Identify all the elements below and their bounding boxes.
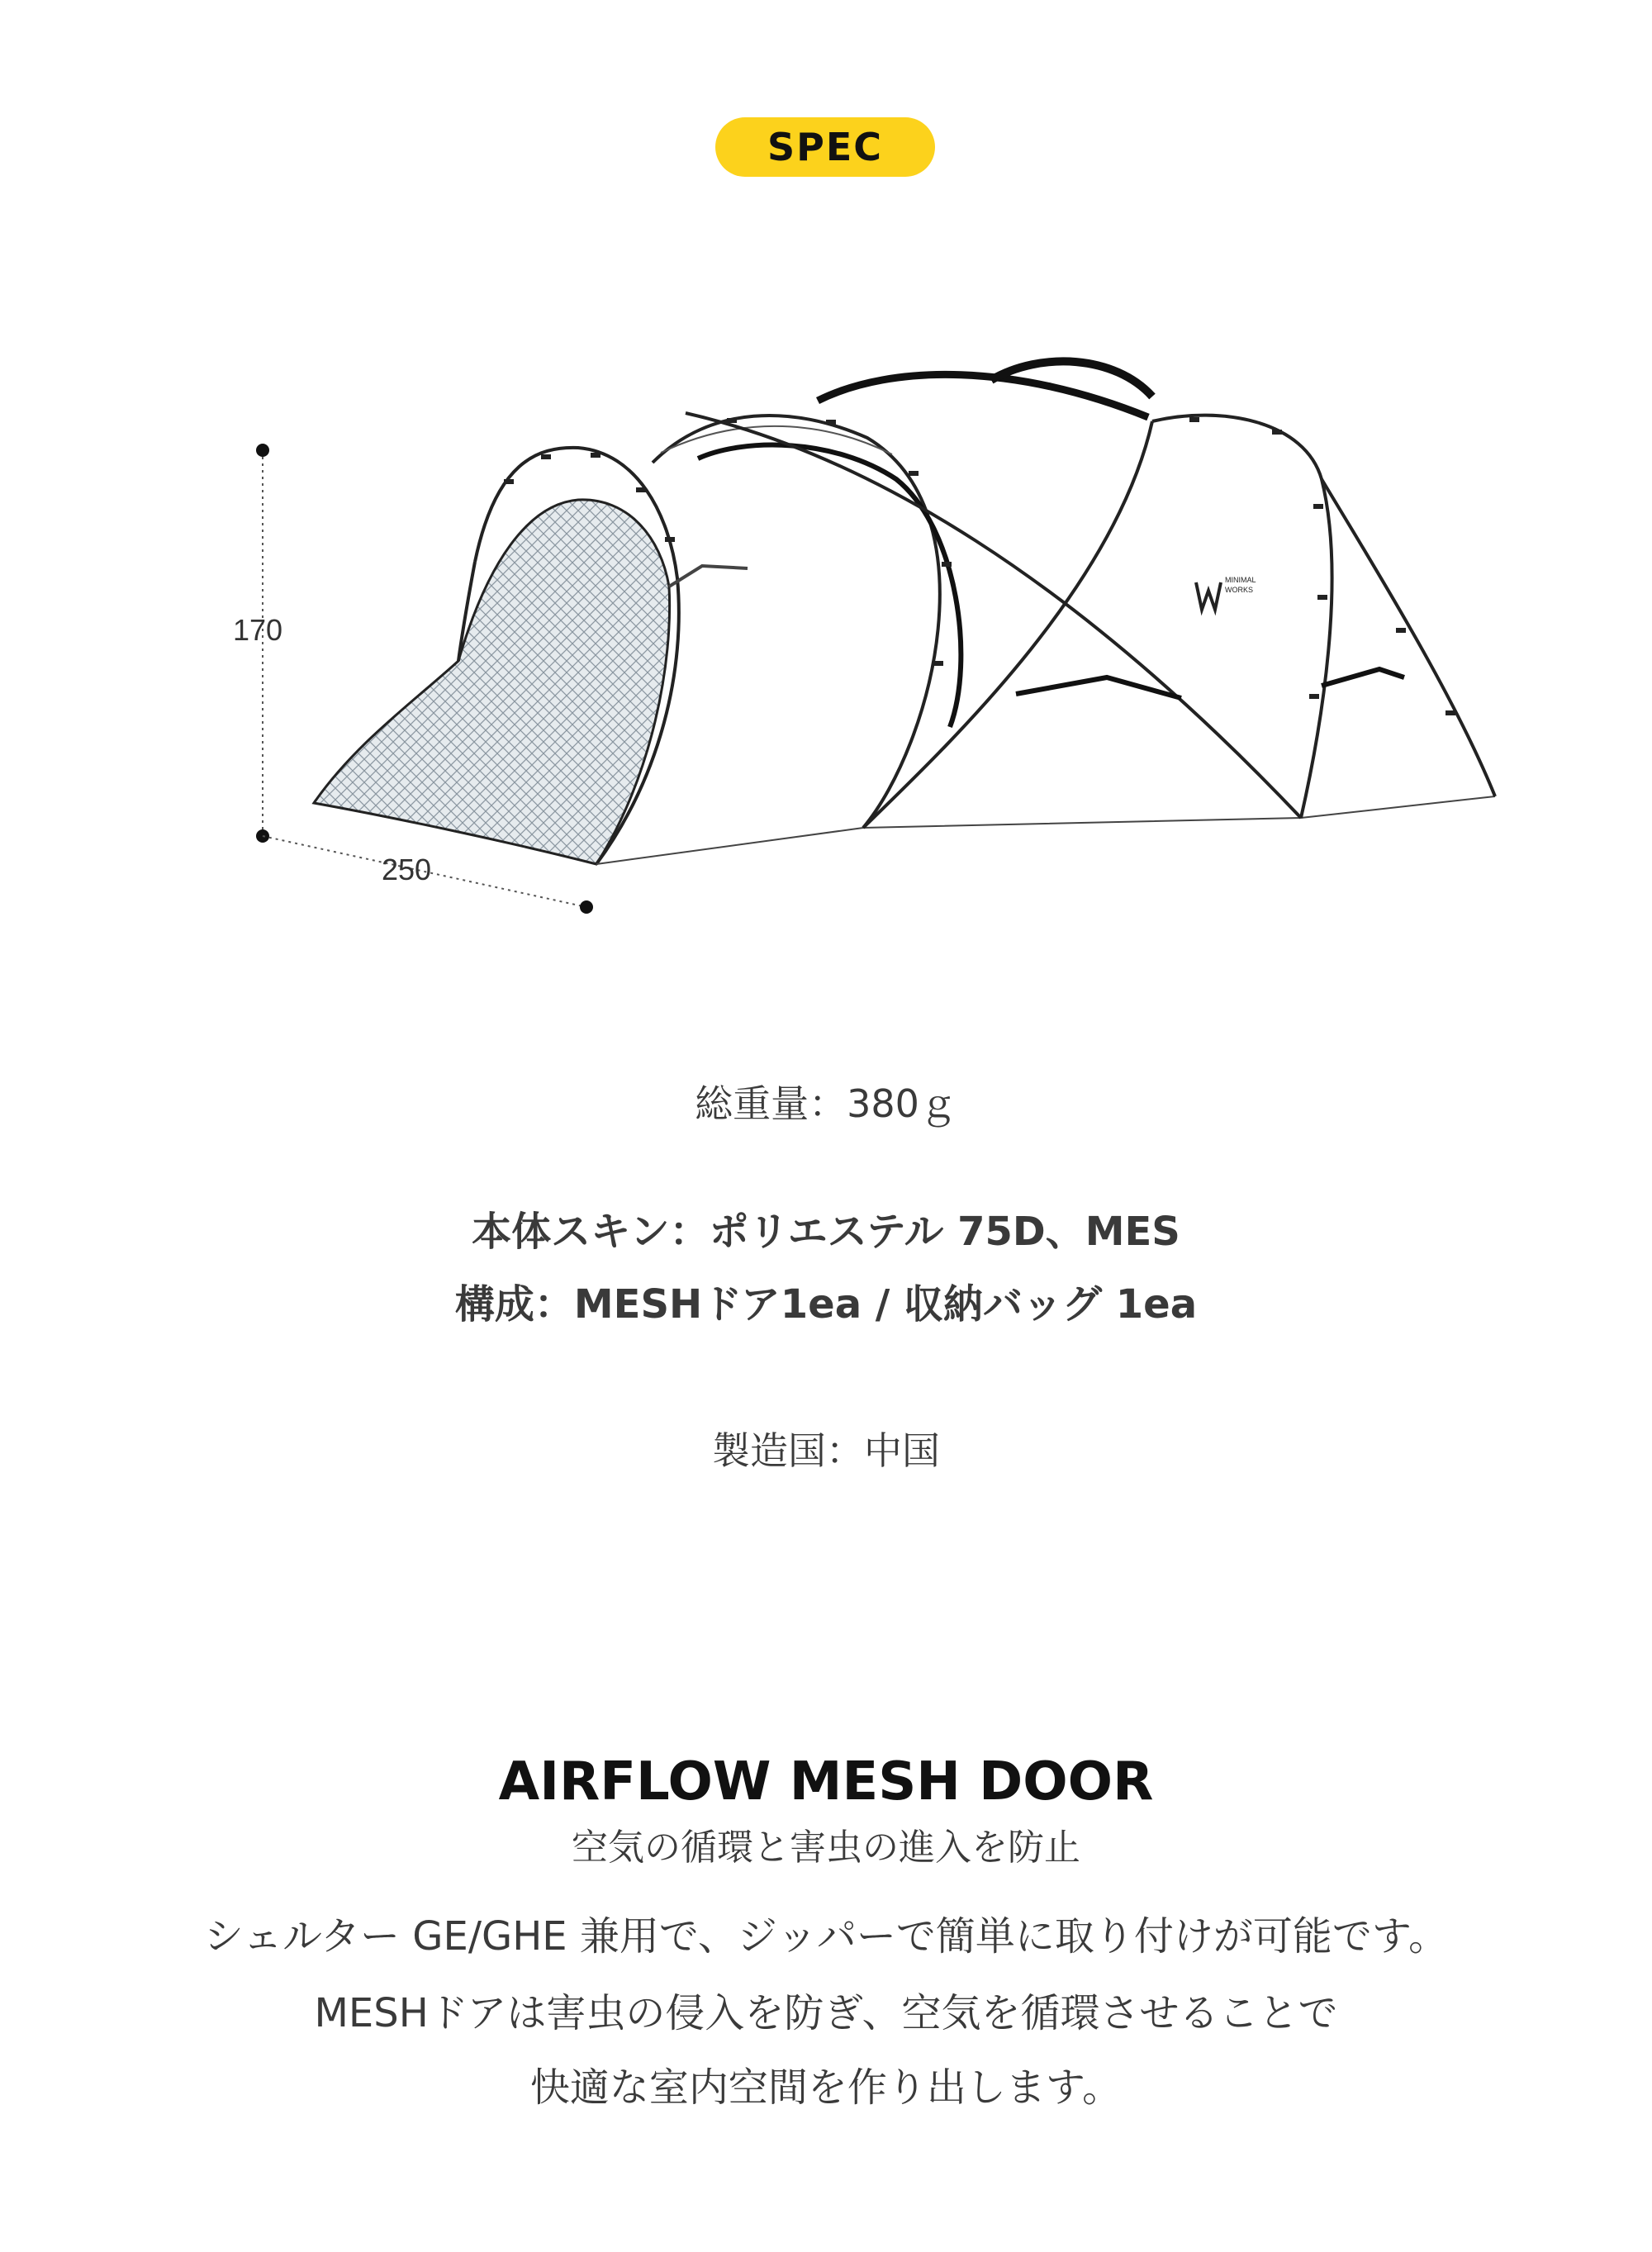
svg-text:WORKS: WORKS [1225,586,1254,594]
tent-illustration [0,314,1652,942]
spec-composition: 構成：MESHドア1ea / 収納バッグ 1ea [454,1281,1198,1328]
brand-logo [1196,576,1256,610]
svg-text:MINIMAL: MINIMAL [1225,576,1256,584]
depth-dimension-label: 250 [382,853,432,886]
feature-title: AIRFLOW MESH DOOR [498,1751,1154,1813]
spec-weight: 総重量：380ｇ [695,1081,957,1126]
spec-material: 本体スキン：ポリエステル 75D、MES [472,1209,1180,1255]
spec-origin: 製造国：中国 [712,1428,940,1473]
feature-subtitle: 空気の循環と害虫の進入を防止 [572,1827,1080,1869]
height-dimension-label: 170 [233,613,283,647]
mesh-door-panel [314,500,670,864]
feature-description-line: 快適な室内空間を作り出します。 [529,2064,1123,2111]
feature-description-line: シェルター GE/GHE 兼用で、ジッパーで簡単に取り付けが可能です。 [203,1913,1449,1960]
feature-description-line: MESHドアは害虫の侵入を防ぎ、空気を循環させることで [314,1990,1338,2036]
spec-badge: SPEC [715,117,935,177]
